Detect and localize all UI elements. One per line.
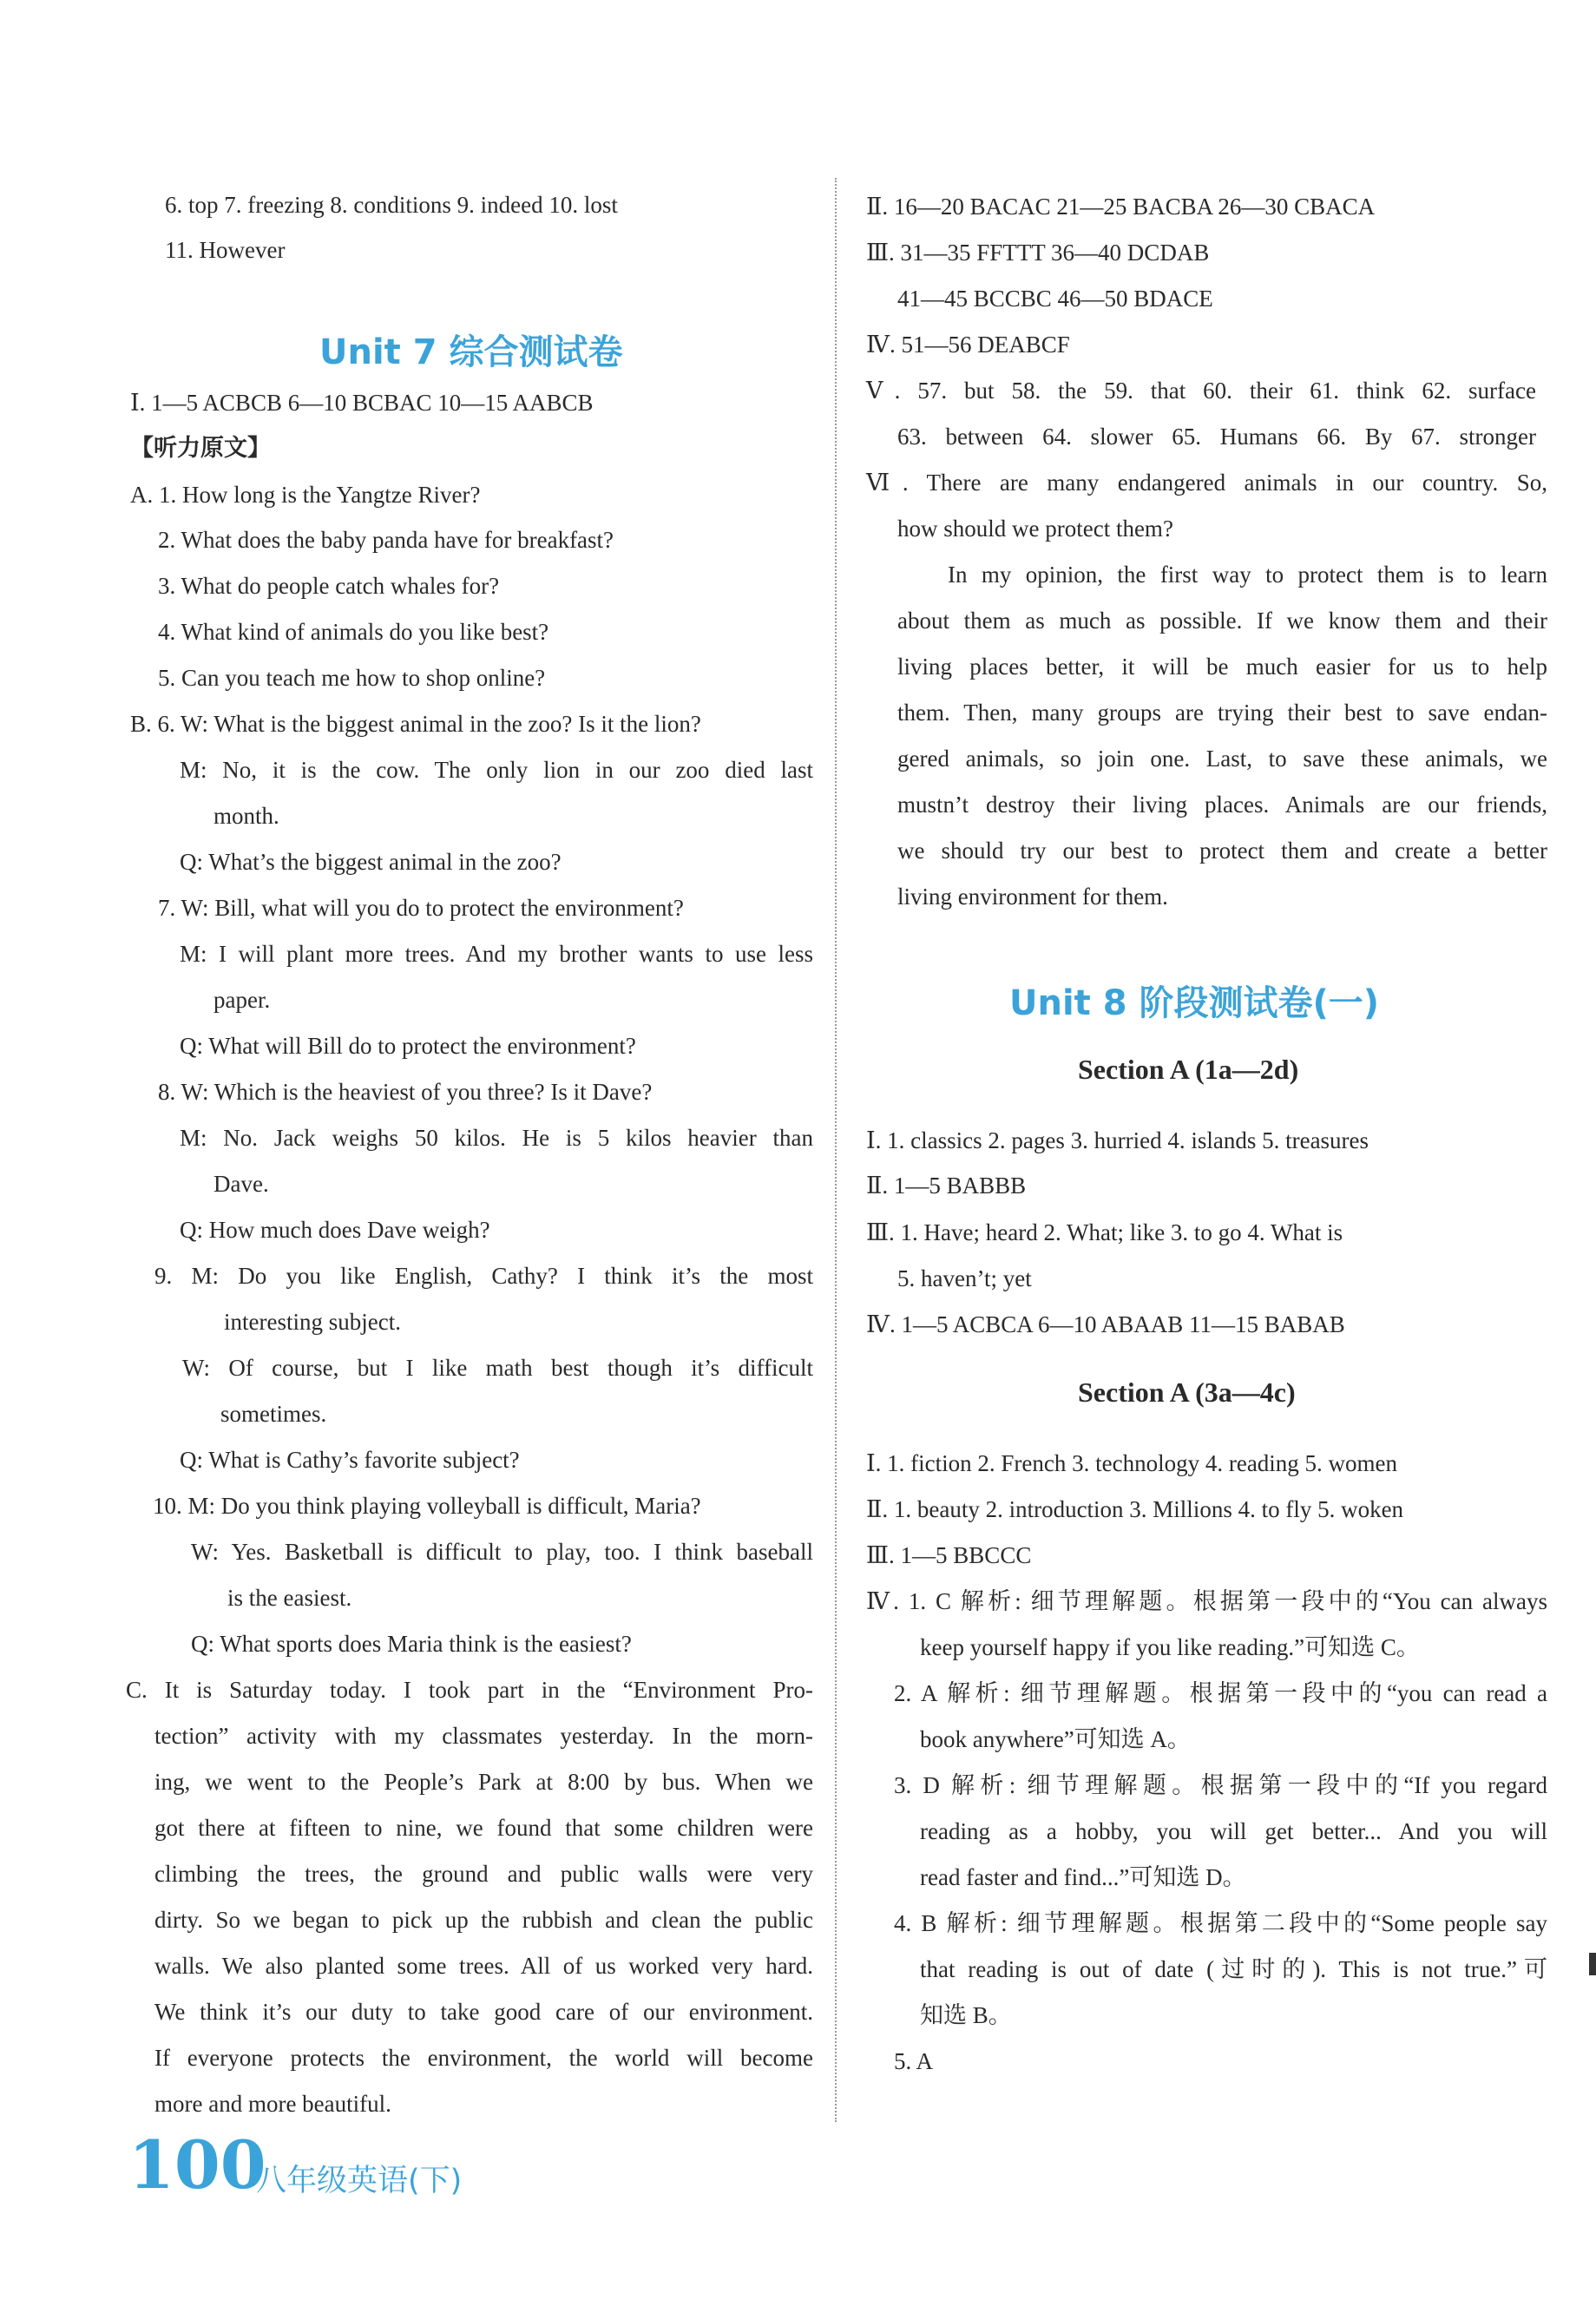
essay-line: mustn’t destroy their living places. Animals are our friends,	[897, 792, 1547, 818]
passage-line: more and more beautiful.	[154, 2091, 391, 2117]
listening-line: W: Of course, but I like math best though it’s difficult	[182, 1355, 813, 1381]
analysis-line: Ⅳ. 1. C 解析: 细节理解题。根据第一段中的“You can always	[866, 1588, 1547, 1614]
answer-line: Ⅱ. 1—5 BABBB	[866, 1173, 1027, 1199]
listening-line: interesting subject.	[224, 1309, 401, 1335]
unit8-title: Unit 8 阶段测试卷(一)	[1009, 983, 1380, 1023]
listening-line: M: No, it is the cow. The only lion in our zoo died last	[180, 757, 813, 783]
listening-line: 7. W: Bill, what will you do to protect the environment?	[158, 895, 684, 921]
answer-line: Ⅲ. 31—35 FFTTT 36—40 DCDAB	[866, 240, 1210, 266]
listening-line: 10. M: Do you think playing volleyball is difficult, Maria?	[153, 1493, 701, 1519]
analysis-line: 4. B 解析: 细节理解题。根据第二段中的“Some people say	[894, 1910, 1547, 1936]
listening-line: 8. W: Which is the heaviest of you three? Is it Dave?	[158, 1079, 653, 1105]
essay-line: Ⅵ. There are many endangered animals in our country. So,	[866, 470, 1547, 496]
answer-line: 5. haven’t; yet	[897, 1265, 1032, 1291]
listening-line: 2. What does the baby panda have for breakfast?	[158, 527, 614, 553]
passage-line: If everyone protects the environment, the world will become	[154, 2045, 813, 2071]
listening-line: is the easiest.	[227, 1585, 352, 1611]
analysis-line: 3. D 解析: 细节理解题。根据第一段中的“If you regard	[894, 1772, 1547, 1798]
answer-line: Ⅱ. 16—20 BACAC 21—25 BACBA 26—30 CBACA	[866, 194, 1376, 220]
essay-line: them. Then, many groups are trying their best to save endan-	[897, 700, 1547, 726]
answer-line: Ⅰ. 1—5 ACBCB 6—10 BCBAC 10—15 AABCB	[130, 390, 594, 416]
unit7-title: Unit 7 综合测试卷	[319, 332, 623, 372]
essay-line: how should we protect them?	[897, 516, 1173, 542]
essay-line: gered animals, so join one. Last, to save these animals, we	[897, 746, 1547, 772]
section-title: Section A (1a—2d)	[1078, 1054, 1299, 1085]
passage-line: tection” activity with my classmates yesterday. In the morn-	[154, 1723, 813, 1749]
listening-line: month.	[213, 803, 279, 829]
answer-line: Ⅰ. 1. classics 2. pages 3. hurried 4. islands 5. treasures	[866, 1127, 1369, 1153]
listening-line: M: No. Jack weighs 50 kilos. He is 5 kilos heavier than	[180, 1125, 813, 1151]
book-title: 八年级英语(下)	[256, 2164, 463, 2198]
listening-line: 4. What kind of animals do you like best?	[158, 619, 549, 645]
essay-line: living environment for them.	[897, 884, 1168, 910]
essay-line: we should try our best to protect them and create a better	[897, 838, 1547, 864]
analysis-line: that reading is out of date (过时的). This is not true.”可	[920, 1956, 1547, 1982]
listening-line: B. 6. W: What is the biggest animal in the zoo? Is it the lion?	[130, 711, 701, 737]
listening-line: 3. What do people catch whales for?	[158, 573, 500, 599]
passage-line: C. It is Saturday today. I took part in the “Environment Pro-	[126, 1677, 813, 1703]
listening-line: Q: What’s the biggest animal in the zoo?	[180, 849, 562, 875]
essay-line: living places better, it will be much easier for us to help	[897, 654, 1547, 680]
passage-line: dirty. So we began to pick up the rubbish and clean the public	[154, 1907, 813, 1933]
listening-line: W: Yes. Basketball is difficult to play, too. I think baseball	[191, 1539, 813, 1565]
listening-line: M: I will plant more trees. And my brother wants to use less	[180, 941, 813, 967]
essay-line: about them as much as possible. If we know them and their	[897, 608, 1547, 634]
analysis-line: read faster and find...”可知选 D。	[920, 1864, 1246, 1890]
answer-line: Ⅳ. 51—56 DEABCF	[866, 332, 1070, 358]
passage-line: ing, we went to the People’s Park at 8:00 by bus. When we	[154, 1769, 813, 1795]
passage-line: got there at fifteen to nine, we found that some children were	[154, 1815, 813, 1841]
listening-line: Q: What sports does Maria think is the easiest?	[191, 1631, 632, 1657]
section-title: Section A (3a—4c)	[1078, 1376, 1296, 1408]
answer-line: Ⅴ. 57. but 58. the 59. that 60. their 61. think 62. surface	[866, 378, 1536, 404]
essay-line: In my opinion, the first way to protect them is to learn	[948, 562, 1547, 588]
listening-line: sometimes.	[220, 1401, 327, 1427]
analysis-line: keep yourself happy if you like reading.”可知选 C。	[920, 1634, 1420, 1660]
answer-line: Ⅲ. 1. Have; heard 2. What; like 3. to go 4. What is	[866, 1219, 1343, 1245]
answer-line: Ⅰ. 1. fiction 2. French 3. technology 4. reading 5. women	[866, 1450, 1398, 1476]
analysis-line: book anywhere”可知选 A。	[920, 1726, 1191, 1752]
passage-line: We think it’s our duty to take good care of our environment.	[154, 1999, 813, 2025]
listening-header: 【听力原文】	[130, 435, 271, 461]
listening-line: Dave.	[213, 1171, 269, 1197]
answer-line: Ⅳ. 1—5 ACBCA 6—10 ABAAB 11—15 BABAB	[866, 1311, 1345, 1337]
page-number: 100	[128, 2126, 266, 2204]
listening-line: 9. M: Do you like English, Cathy? I think it’s the most	[154, 1263, 813, 1289]
listening-line: 5. Can you teach me how to shop online?	[158, 665, 546, 691]
answer-line: Ⅱ. 1. beauty 2. introduction 3. Millions 4. to fly 5. woken	[866, 1496, 1404, 1522]
prev-answers-line: 6. top 7. freezing 8. conditions 9. indeed 10. lost	[165, 192, 618, 218]
analysis-line: 知选 B。	[920, 2002, 1012, 2028]
passage-line: climbing the trees, the ground and public walls were very	[154, 1861, 813, 1887]
answer-line: Ⅲ. 1—5 BBCCC	[866, 1542, 1032, 1568]
listening-line: Q: What will Bill do to protect the environment?	[180, 1033, 636, 1059]
analysis-line: reading as a hobby, you will get better... And you will	[920, 1818, 1547, 1844]
column-divider	[835, 178, 837, 2122]
listening-line: Q: How much does Dave weigh?	[180, 1217, 490, 1243]
passage-line: walls. We also planted some trees. All of us worked very hard.	[154, 1953, 813, 1979]
analysis-line: 2. A 解析: 细节理解题。根据第一段中的“you can read a	[894, 1680, 1547, 1706]
listening-line: paper.	[213, 987, 271, 1013]
answer-line: 63. between 64. slower 65. Humans 66. By 67. stronger	[897, 424, 1536, 450]
analysis-line: 5. A	[894, 2048, 934, 2074]
answer-line: 41—45 BCCBC 46—50 BDACE	[897, 286, 1213, 312]
page-edge-mark	[1589, 1953, 1596, 1975]
prev-answers-line: 11. However	[165, 237, 286, 263]
listening-line: A. 1. How long is the Yangtze River?	[130, 482, 481, 508]
listening-line: Q: What is Cathy’s favorite subject?	[180, 1447, 520, 1473]
